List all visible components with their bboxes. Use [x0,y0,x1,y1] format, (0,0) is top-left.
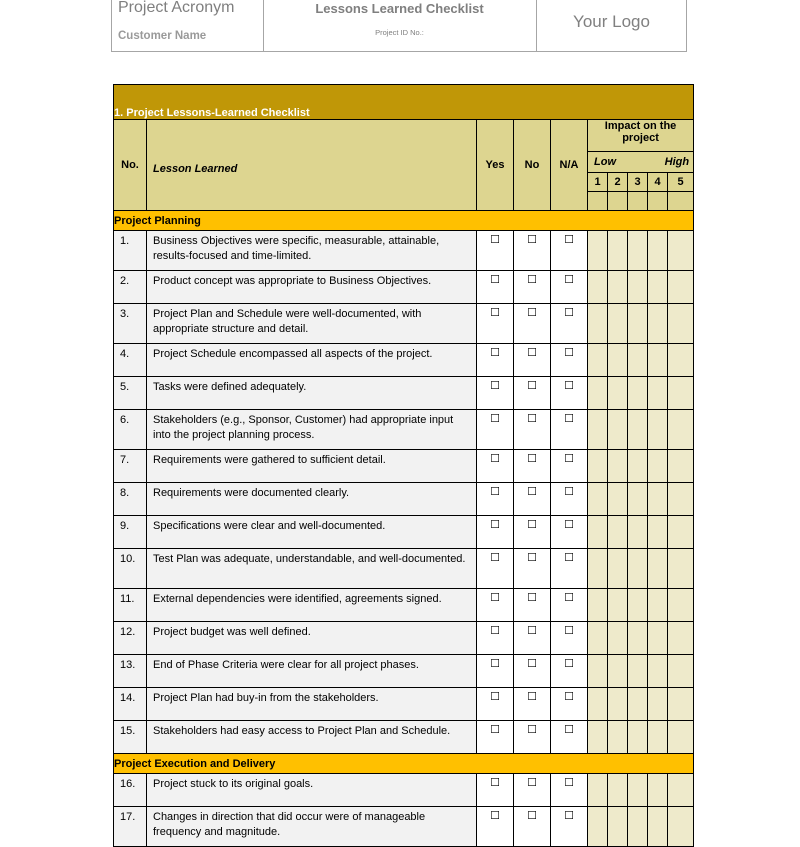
impact-rating-3-cell[interactable] [628,450,648,483]
impact-scale-4: 4 [648,173,668,192]
impact-rating-1-cell[interactable] [588,377,608,410]
header-logo-cell [536,0,687,51]
impact-rating-4-cell[interactable] [648,688,668,721]
table-row [114,721,694,754]
no-checkbox[interactable]: ☐ [514,377,551,410]
section-header [114,754,694,774]
impact-rating-3-cell[interactable] [628,721,648,754]
no-checkbox[interactable]: ☐ [514,271,551,304]
row-number: 7. [114,450,147,483]
na-checkbox[interactable]: ☐ [551,344,588,377]
impact-rating-2-cell[interactable] [608,774,628,807]
na-checkbox[interactable]: ☐ [551,304,588,344]
impact-rating-4-cell[interactable] [648,304,668,344]
lesson-text: Business Objectives were specific, measurable, attainable, results-focused and time-limited. [147,231,477,271]
table-row [114,688,694,721]
impact-rating-2-cell[interactable] [608,410,628,450]
impact-rating-1-cell[interactable] [588,774,608,807]
impact-rating-4-cell[interactable] [648,549,668,589]
impact-rating-2-cell[interactable] [608,807,628,847]
impact-rating-1-cell[interactable] [588,807,608,847]
no-checkbox[interactable]: ☐ [514,304,551,344]
no-checkbox[interactable]: ☐ [514,622,551,655]
impact-rating-4-cell[interactable] [648,344,668,377]
impact-rating-1-cell[interactable] [588,231,608,271]
impact-rating-5-cell[interactable] [668,516,694,549]
impact-scale-1: 1 [588,173,608,192]
na-checkbox[interactable]: ☐ [551,450,588,483]
impact-rating-3-cell[interactable] [628,622,648,655]
lesson-text: Specifications were clear and well-documented. [147,516,477,549]
impact-rating-1-cell[interactable] [588,410,608,450]
row-number: 2. [114,271,147,304]
lesson-text: External dependencies were identified, agreements signed. [147,589,477,622]
impact-rating-1-cell[interactable] [588,549,608,589]
yes-checkbox[interactable]: ☐ [477,450,514,483]
lesson-text: Requirements were documented clearly. [147,483,477,516]
impact-rating-4-cell[interactable] [648,450,668,483]
table-row [114,807,694,847]
impact-rating-5-cell[interactable] [668,655,694,688]
table-row [114,450,694,483]
impact-rating-5-cell[interactable] [668,774,694,807]
no-checkbox[interactable]: ☐ [514,450,551,483]
column-header-no: No [514,120,551,211]
impact-rating-2-cell[interactable] [608,688,628,721]
lesson-text: Product concept was appropriate to Business Objectives. [147,271,477,304]
impact-rating-5-cell[interactable] [668,304,694,344]
row-number: 17. [114,807,147,847]
na-checkbox[interactable]: ☐ [551,721,588,754]
no-checkbox[interactable]: ☐ [514,688,551,721]
impact-scale-3: 3 [628,173,648,192]
impact-rating-4-cell[interactable] [648,622,668,655]
impact-scale-2: 2 [608,173,628,192]
impact-rating-4-cell[interactable] [648,721,668,754]
no-checkbox[interactable]: ☐ [514,589,551,622]
impact-rating-5-cell[interactable] [668,271,694,304]
yes-checkbox[interactable]: ☐ [477,516,514,549]
impact-rating-2-cell[interactable] [608,483,628,516]
lesson-text: Project budget was well defined. [147,622,477,655]
impact-rating-2-cell[interactable] [608,622,628,655]
lesson-text: Test Plan was adequate, understandable, and well-documented. [147,549,477,589]
impact-rating-3-cell[interactable] [628,655,648,688]
impact-rating-5-cell[interactable] [668,483,694,516]
impact-rating-2-cell[interactable] [608,377,628,410]
impact-rating-2-cell[interactable] [608,655,628,688]
impact-rating-1-cell[interactable] [588,450,608,483]
impact-rating-1-cell[interactable] [588,622,608,655]
lesson-text: Project Schedule encompassed all aspects of the project. [147,344,477,377]
impact-rating-5-cell[interactable] [668,450,694,483]
no-checkbox[interactable]: ☐ [514,410,551,450]
na-checkbox[interactable]: ☐ [551,589,588,622]
row-number: 16. [114,774,147,807]
na-checkbox[interactable]: ☐ [551,622,588,655]
impact-rating-2-cell[interactable] [608,304,628,344]
na-checkbox[interactable]: ☐ [551,377,588,410]
section-header [114,211,694,231]
impact-rating-1-cell[interactable] [588,344,608,377]
impact-rating-2-cell[interactable] [608,589,628,622]
lesson-text: Project stuck to its original goals. [147,774,477,807]
column-header-yes: Yes [477,120,514,211]
na-checkbox[interactable]: ☐ [551,271,588,304]
lesson-text: Changes in direction that did occur were of manageable frequency and magnitude. [147,807,477,847]
table-row [114,622,694,655]
impact-rating-3-cell[interactable] [628,774,648,807]
no-checkbox[interactable]: ☐ [514,516,551,549]
yes-checkbox[interactable]: ☐ [477,344,514,377]
table-row [114,549,694,589]
yes-checkbox[interactable]: ☐ [477,271,514,304]
no-checkbox[interactable]: ☐ [514,344,551,377]
yes-checkbox[interactable]: ☐ [477,377,514,410]
impact-spacer-cell [588,192,608,211]
row-number: 13. [114,655,147,688]
na-checkbox[interactable]: ☐ [551,483,588,516]
table-row [114,271,694,304]
table-row [114,589,694,622]
impact-rating-5-cell[interactable] [668,721,694,754]
impact-rating-3-cell[interactable] [628,589,648,622]
impact-high-label: High [664,156,690,168]
impact-rating-2-cell[interactable] [608,271,628,304]
no-checkbox[interactable]: ☐ [514,549,551,589]
impact-rating-1-cell[interactable] [588,516,608,549]
section-title: Project Planning [114,211,694,231]
row-number: 11. [114,589,147,622]
impact-rating-3-cell[interactable] [628,271,648,304]
no-checkbox[interactable]: ☐ [514,774,551,807]
na-checkbox[interactable]: ☐ [551,655,588,688]
lesson-text: Requirements were gathered to sufficient detail. [147,450,477,483]
impact-scale-header [588,152,694,173]
na-checkbox[interactable]: ☐ [551,410,588,450]
impact-rating-3-cell[interactable] [628,304,648,344]
impact-rating-3-cell[interactable] [628,807,648,847]
impact-rating-1-cell[interactable] [588,589,608,622]
impact-rating-4-cell[interactable] [648,410,668,450]
no-checkbox[interactable]: ☐ [514,655,551,688]
row-number: 14. [114,688,147,721]
impact-rating-5-cell[interactable] [668,807,694,847]
yes-checkbox[interactable]: ☐ [477,807,514,847]
row-number: 12. [114,622,147,655]
table-row [114,410,694,450]
yes-checkbox[interactable]: ☐ [477,622,514,655]
impact-rating-3-cell[interactable] [628,231,648,271]
yes-checkbox[interactable]: ☐ [477,688,514,721]
impact-rating-1-cell[interactable] [588,721,608,754]
header-project-cell [112,0,264,51]
na-checkbox[interactable]: ☐ [551,807,588,847]
impact-rating-1-cell[interactable] [588,304,608,344]
impact-rating-5-cell[interactable] [668,688,694,721]
impact-rating-5-cell[interactable] [668,344,694,377]
yes-checkbox[interactable]: ☐ [477,589,514,622]
impact-rating-3-cell[interactable] [628,688,648,721]
table-row [114,655,694,688]
header-title-cell [263,0,537,51]
impact-rating-3-cell[interactable] [628,549,648,589]
section-title: Project Execution and Delivery [114,754,694,774]
impact-scale-5: 5 [668,173,694,192]
impact-rating-5-cell[interactable] [668,622,694,655]
column-header-na: N/A [551,120,588,211]
lesson-text: End of Phase Criteria were clear for all project phases. [147,655,477,688]
table-row [114,231,694,271]
table-row [114,516,694,549]
document-title: Lessons Learned Checklist [315,1,484,16]
project-acronym: Project Acronym [118,0,235,16]
impact-rating-5-cell[interactable] [668,377,694,410]
row-number: 4. [114,344,147,377]
logo-placeholder: Your Logo [573,12,650,31]
no-checkbox[interactable]: ☐ [514,483,551,516]
impact-rating-1-cell[interactable] [588,655,608,688]
impact-rating-3-cell[interactable] [628,377,648,410]
yes-checkbox[interactable]: ☐ [477,549,514,589]
row-number: 3. [114,304,147,344]
na-checkbox[interactable]: ☐ [551,774,588,807]
impact-rating-4-cell[interactable] [648,516,668,549]
impact-rating-1-cell[interactable] [588,688,608,721]
na-checkbox[interactable]: ☐ [551,688,588,721]
project-id-label: Project ID No.: [375,28,424,37]
impact-rating-5-cell[interactable] [668,549,694,589]
impact-rating-2-cell[interactable] [608,450,628,483]
lesson-text: Project Plan and Schedule were well-documented, with appropriate structure and detail. [147,304,477,344]
impact-rating-4-cell[interactable] [648,774,668,807]
impact-rating-2-cell[interactable] [608,344,628,377]
na-checkbox[interactable]: ☐ [551,549,588,589]
impact-rating-4-cell[interactable] [648,589,668,622]
lesson-text: Stakeholders had easy access to Project Plan and Schedule. [147,721,477,754]
yes-checkbox[interactable]: ☐ [477,304,514,344]
impact-rating-4-cell[interactable] [648,483,668,516]
na-checkbox[interactable]: ☐ [551,516,588,549]
impact-rating-2-cell[interactable] [608,231,628,271]
impact-spacer-cell [648,192,668,211]
lesson-text: Tasks were defined adequately. [147,377,477,410]
column-header-number: No. [114,120,147,211]
no-checkbox[interactable]: ☐ [514,721,551,754]
impact-spacer-cell [608,192,628,211]
table-row [114,377,694,410]
impact-rating-4-cell[interactable] [648,271,668,304]
impact-rating-2-cell[interactable] [608,549,628,589]
impact-rating-2-cell[interactable] [608,721,628,754]
impact-spacer-cell [668,192,694,211]
impact-spacer-cell [628,192,648,211]
row-number: 9. [114,516,147,549]
table-row [114,304,694,344]
impact-rating-3-cell[interactable] [628,483,648,516]
no-checkbox[interactable]: ☐ [514,807,551,847]
table-row [114,483,694,516]
table-title: 1. Project Lessons-Learned Checklist [114,85,694,120]
impact-rating-5-cell[interactable] [668,589,694,622]
row-number: 5. [114,377,147,410]
impact-rating-5-cell[interactable] [668,231,694,271]
no-checkbox[interactable]: ☐ [514,231,551,271]
impact-rating-1-cell[interactable] [588,483,608,516]
document-header [111,0,687,52]
lesson-text: Stakeholders (e.g., Sponsor, Customer) had appropriate input into the project planning process. [147,410,477,450]
row-number: 15. [114,721,147,754]
impact-rating-5-cell[interactable] [668,410,694,450]
column-header-lesson: Lesson Learned [147,120,477,211]
row-number: 1. [114,231,147,271]
yes-checkbox[interactable]: ☐ [477,483,514,516]
yes-checkbox[interactable]: ☐ [477,655,514,688]
yes-checkbox[interactable]: ☐ [477,721,514,754]
impact-rating-4-cell[interactable] [648,655,668,688]
column-header-impact: Impact on the project [588,120,694,152]
impact-rating-3-cell[interactable] [628,344,648,377]
table-row [114,774,694,807]
impact-low-label: Low [594,156,616,168]
na-checkbox[interactable]: ☐ [551,231,588,271]
impact-rating-4-cell[interactable] [648,807,668,847]
row-number: 8. [114,483,147,516]
customer-name: Customer Name [118,30,207,42]
impact-rating-4-cell[interactable] [648,231,668,271]
impact-rating-3-cell[interactable] [628,516,648,549]
lessons-learned-table [113,84,694,847]
table-row [114,344,694,377]
yes-checkbox[interactable]: ☐ [477,410,514,450]
impact-rating-1-cell[interactable] [588,271,608,304]
row-number: 10. [114,549,147,589]
lesson-text: Project Plan had buy-in from the stakeholders. [147,688,477,721]
impact-rating-4-cell[interactable] [648,377,668,410]
impact-rating-3-cell[interactable] [628,410,648,450]
yes-checkbox[interactable]: ☐ [477,231,514,271]
yes-checkbox[interactable]: ☐ [477,774,514,807]
impact-rating-2-cell[interactable] [608,516,628,549]
row-number: 6. [114,410,147,450]
